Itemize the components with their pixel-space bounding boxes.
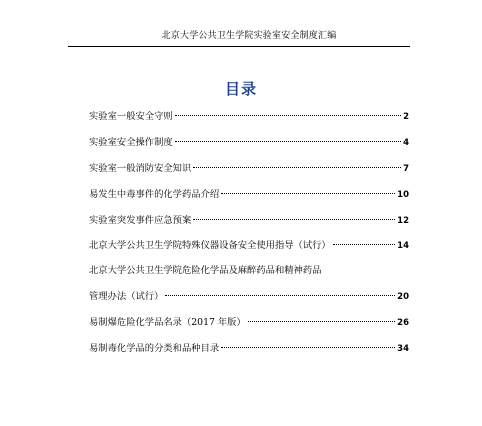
toc-entry-page-number: 12 — [397, 216, 409, 226]
toc-entry-label: 实验室一般消防安全知识 — [89, 163, 192, 174]
toc-entry[interactable] — [89, 109, 409, 125]
toc-entry[interactable] — [89, 161, 409, 177]
toc-entry-label: 实验室突发事件应急预案 — [89, 215, 192, 226]
toc-entry-page-number: 14 — [397, 241, 409, 251]
toc-entry-label: 实验室安全操作制度 — [89, 137, 173, 148]
toc-entry-label: 易发生中毒事件的化学药品介绍 — [89, 189, 220, 200]
toc-entry[interactable] — [89, 213, 409, 229]
toc-entry[interactable] — [89, 315, 409, 331]
toc-entry-page-number: 2 — [403, 112, 409, 122]
toc-entry-label: 管理办法（试行） — [89, 291, 164, 302]
toc-entry-label: 易制毒化学品的分类和品种目录 — [89, 343, 220, 354]
toc-entry[interactable] — [89, 135, 409, 151]
toc-entry[interactable] — [89, 289, 409, 305]
running-header-title: 北京大学公共卫生学院实验室安全制度汇编 — [161, 31, 337, 41]
toc-dot-leader — [248, 321, 395, 322]
header-rule — [68, 46, 410, 47]
toc-entry-page-number: 26 — [397, 318, 409, 328]
toc-dot-leader — [221, 347, 395, 348]
toc-dot-leader — [333, 244, 395, 245]
toc-entry[interactable] — [89, 341, 409, 357]
toc-entry-label: 易制爆危险化学品名录（2017 年版） — [89, 317, 246, 328]
toc-entry-first-line[interactable] — [89, 263, 409, 279]
toc-entry-page-number: 7 — [403, 164, 409, 174]
toc-title: 目录 — [224, 80, 257, 98]
toc-dot-leader — [221, 193, 395, 194]
toc-entry-label: 北京大学公共卫生学院危险化学品及麻醉药品和精神药品 — [89, 265, 322, 276]
toc-entry-page-number: 20 — [397, 292, 409, 302]
toc-entry-page-number: 10 — [397, 190, 409, 200]
toc-entry-label: 实验室一般安全守则 — [89, 111, 173, 122]
toc-dot-leader — [165, 295, 395, 296]
toc-entry-page-number: 4 — [403, 138, 409, 148]
toc-dot-leader — [193, 167, 401, 168]
toc-dot-leader — [175, 115, 401, 116]
toc-entry-page-number: 34 — [397, 344, 409, 354]
toc-dot-leader — [175, 141, 401, 142]
toc-dot-leader — [193, 219, 395, 220]
toc-entry-label: 北京大学公共卫生学院特殊仪器设备安全使用指导（试行） — [89, 240, 331, 251]
toc-entry[interactable] — [89, 238, 409, 254]
toc-entry[interactable] — [89, 187, 409, 203]
